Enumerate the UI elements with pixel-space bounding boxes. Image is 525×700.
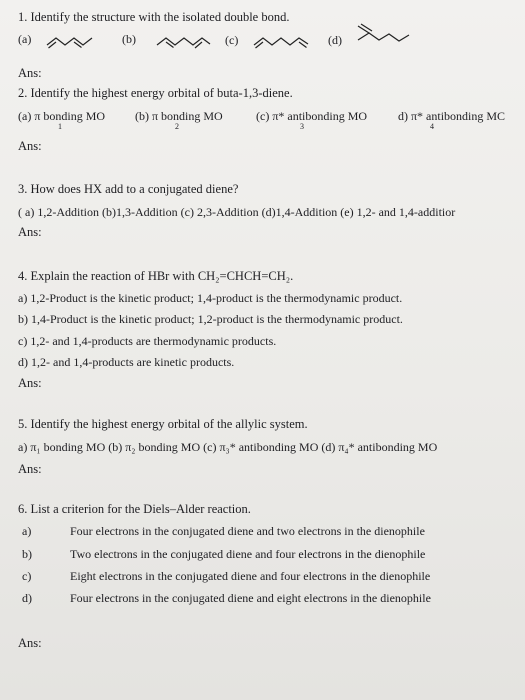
q6-option-d-text: Four electrons in the conjugated diene and eight electrons in the dienophile (70, 591, 431, 605)
q5-options: a) π₁ bonding MO (b) π₂ bonding MO (c) π₃* antibonding MO (d) π₄* antibonding MO (18, 440, 438, 454)
q2-option-b: (b) π bonding MO (135, 109, 223, 123)
q3-answer-label: Ans: (18, 225, 42, 239)
q1-option-a-label: (a) (18, 32, 32, 46)
question-4: 4. Explain the reaction of HBr with CH₂=CHCH=CH₂. (18, 269, 294, 283)
q6-option-b-letter: b) (22, 547, 32, 561)
q1-option-b-structure (155, 30, 213, 52)
question-6: 6. List a criterion for the Diels–Alder reaction. (18, 502, 251, 516)
q2-option-d: d) π* antibonding MC (398, 109, 506, 123)
q6-option-c-text: Eight electrons in the conjugated diene and four electrons in the dienophile (70, 569, 431, 583)
question-1: 1. Identify the structure with the isolated double bond. (18, 10, 290, 24)
q5-answer-label: Ans: (18, 462, 42, 476)
q2-b-subscript: 2 (175, 122, 179, 131)
q4-option-d: d) 1,2- and 1,4-products are kinetic products. (18, 355, 235, 369)
question-3: 3. How does HX add to a conjugated diene? (18, 182, 239, 196)
q6-option-a-letter: a) (22, 524, 32, 538)
q1-option-d-label: (d) (328, 33, 342, 47)
q6-option-c-letter: c) (22, 569, 32, 583)
q4-option-a: a) 1,2-Product is the kinetic product; 1,4-product is the thermodynamic product. (18, 291, 403, 305)
q1-option-c-label: (c) (225, 33, 239, 47)
q2-c-subscript: 3 (300, 122, 304, 131)
q4-option-b: b) 1,4-Product is the kinetic product; 1,2-product is the thermodynamic product. (18, 312, 403, 326)
q4-option-c: c) 1,2- and 1,4-products are thermodynamic products. (18, 334, 277, 348)
q2-answer-label: Ans: (18, 139, 42, 153)
q6-option-d-letter: d) (22, 591, 32, 605)
question-2: 2. Identify the highest energy orbital of buta-1,3-diene. (18, 86, 293, 100)
q2-d-subscript: 4 (430, 122, 434, 131)
q1-answer-label: Ans: (18, 66, 42, 80)
q3-options: ( a) 1,2-Addition (b)1,3-Addition (c) 2,3-Addition (d)1,4-Addition (e) 1,2- and 1,4-additior (18, 205, 456, 219)
q1-option-b-label: (b) (122, 32, 136, 46)
q1-option-c-structure (252, 30, 314, 52)
q6-answer-label: Ans: (18, 636, 42, 650)
question-5: 5. Identify the highest energy orbital of the allylic system. (18, 417, 308, 431)
q2-option-c: (c) π* antibonding MO (256, 109, 368, 123)
q1-option-d-structure (355, 22, 425, 52)
q4-answer-label: Ans: (18, 376, 42, 390)
q2-a-subscript: 1 (58, 122, 62, 131)
q1-option-a-structure (45, 30, 100, 52)
q2-option-a: (a) π bonding MO (18, 109, 106, 123)
q6-option-a-text: Four electrons in the conjugated diene and two electrons in the dienophile (70, 524, 425, 538)
q6-option-b-text: Two electrons in the conjugated diene and four electrons in the dienophile (70, 547, 426, 561)
